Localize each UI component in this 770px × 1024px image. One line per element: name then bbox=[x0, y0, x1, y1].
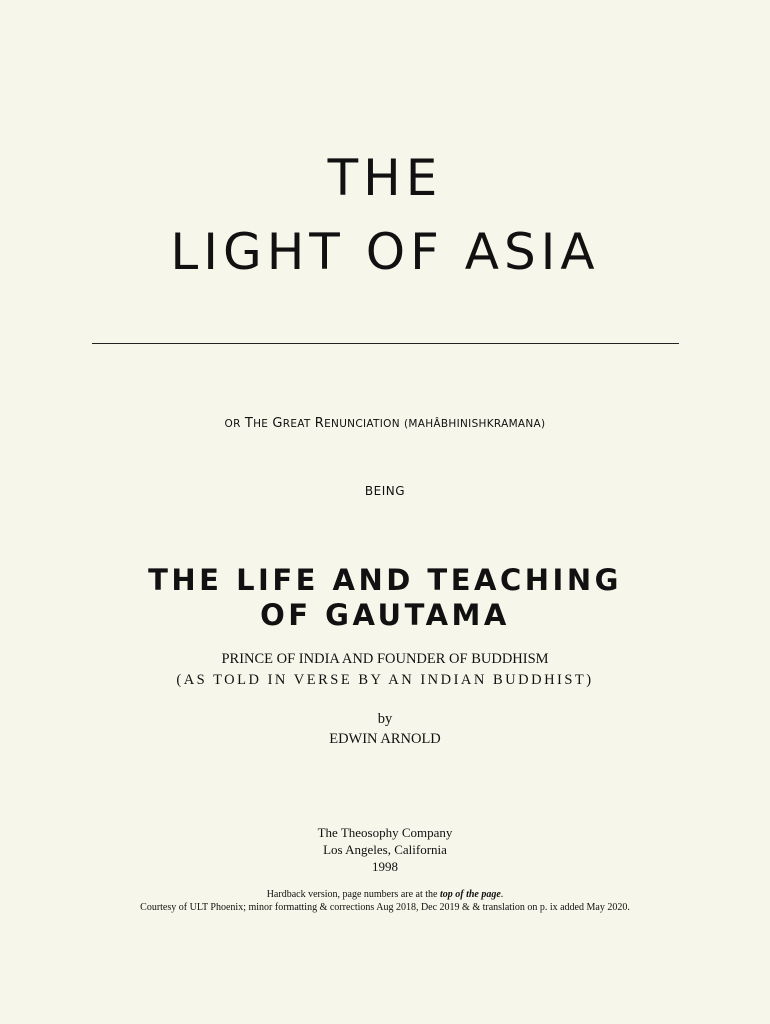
subject-title-line-1: THE LIFE AND TEACHING bbox=[148, 563, 622, 598]
alternate-title-sanskrit: (MAHÂBHINISHKRAMANA) bbox=[404, 418, 546, 430]
publisher-name: The Theosophy Company bbox=[317, 825, 453, 840]
version-note-prefix: Hardback version, page numbers are at the bbox=[266, 889, 440, 900]
publication-year: 1998 bbox=[372, 859, 398, 874]
version-note-suffix: . bbox=[500, 889, 504, 900]
author-name: EDWIN ARNOLD bbox=[329, 731, 441, 747]
alternate-title-great-cap: G bbox=[272, 416, 283, 431]
alternate-title-renunciation-cap: R bbox=[314, 416, 325, 431]
as-told-line: (AS TOLD IN VERSE BY AN INDIAN BUDDHIST) bbox=[176, 672, 594, 688]
book-title-line-2: LIGHT OF ASIA bbox=[170, 223, 600, 281]
subject-title-line-2: OF GAUTAMA bbox=[260, 598, 510, 633]
being-label: BEING bbox=[364, 484, 406, 498]
alternate-title-great-rest: REAT bbox=[282, 418, 311, 430]
title-divider bbox=[92, 343, 679, 344]
version-note-emphasis: top of the page bbox=[439, 889, 501, 900]
alternate-title-the-rest: HE bbox=[253, 418, 269, 430]
alternate-title bbox=[0, 416, 770, 431]
publisher-place: Los Angeles, California bbox=[323, 842, 447, 857]
alternate-title-the-cap: T bbox=[244, 416, 254, 431]
book-title-line-1: THE bbox=[327, 149, 443, 207]
prince-line: PRINCE OF INDIA AND FOUNDER OF BUDDHISM bbox=[221, 651, 549, 667]
publisher-block bbox=[0, 824, 770, 875]
by-label: by bbox=[377, 711, 393, 727]
courtesy-note: Courtesy of ULT Phoenix; minor formatting & corrections Aug 2018, Dec 2019 & & translation on p. ix added May 2020. bbox=[140, 902, 630, 913]
version-note bbox=[0, 889, 770, 900]
alternate-title-or: OR bbox=[224, 418, 241, 430]
alternate-title-renunciation-rest: ENUNCIATION bbox=[324, 418, 400, 430]
